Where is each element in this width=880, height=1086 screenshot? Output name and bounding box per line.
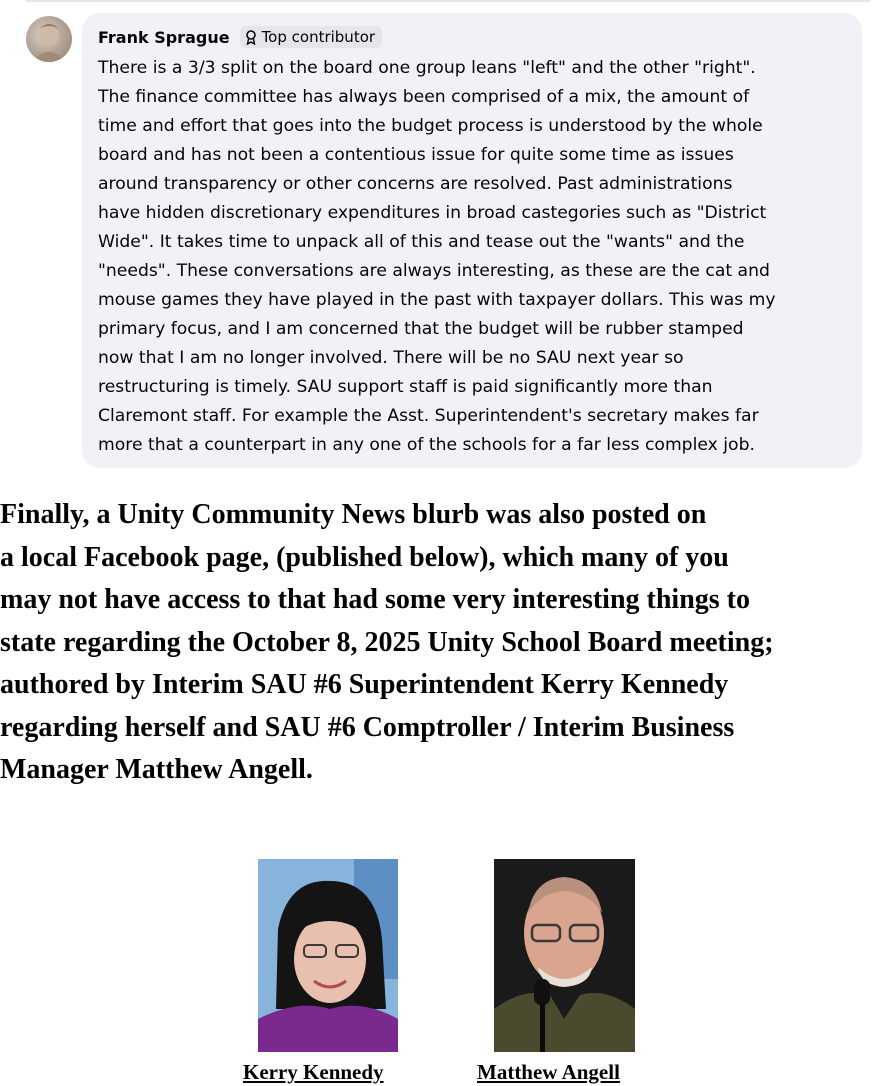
comment-bubble: [82, 13, 862, 468]
top-contributor-badge[interactable]: [240, 26, 382, 48]
caption-kerry-kennedy: Kerry Kennedy: [243, 1060, 384, 1084]
comment-text: There is a 3/3 split on the board one group leans "left" and the other "right". The finance committee has always been comprised of a mix, the amount of time and effort that goes into the budget process is understood by the whole board and has not been a contentious issue for quite some time as issues around transparency or other concerns are resolved. Past administrations have hidden discretionary expenditures in broad castegories such as "District Wide". It takes time to unpack all of this and tease out the "wants" and the "needs". These conversations are always interesting, as these are the cat and mouse games they have played in the past with taxpayer dollars. This was my primary focus, and I am concerned that the budget will be rubber stamped now that I am no longer involved. There will be no SAU next year so restructuring is timely. SAU support staff is paid significantly more than Claremont staff. For example the Asst. Superintendent's secretary makes far more that a counterpart in any one of the schools for a far less complex job.: [98, 58, 776, 455]
photo-matthew-angell: [494, 859, 635, 1052]
portrait-image: [258, 859, 398, 1052]
article-paragraph: Finally, a Unity Community News blurb was also posted on a local Facebook page, (published below), which many of you may not have access to that had some very interesting things to state regarding the October 8, 2025 Unity School Board meeting; authored by Interim SAU #6 Superintendent Kerry Kennedy regarding herself and SAU #6 Comptroller / Interim Business Manager Matthew Angell.: [0, 499, 774, 785]
portrait-image: [494, 859, 635, 1052]
divider: [26, 0, 870, 2]
badge-icon: [245, 30, 257, 45]
caption-matthew-angell: Matthew Angell: [477, 1060, 620, 1084]
photo-kerry-kennedy: [258, 859, 398, 1052]
author-name[interactable]: Frank Sprague: [98, 27, 230, 47]
comment-header: [98, 23, 382, 51]
avatar-image: [26, 16, 72, 62]
avatar[interactable]: [26, 16, 72, 62]
badge-label: Top contributor: [261, 28, 376, 46]
